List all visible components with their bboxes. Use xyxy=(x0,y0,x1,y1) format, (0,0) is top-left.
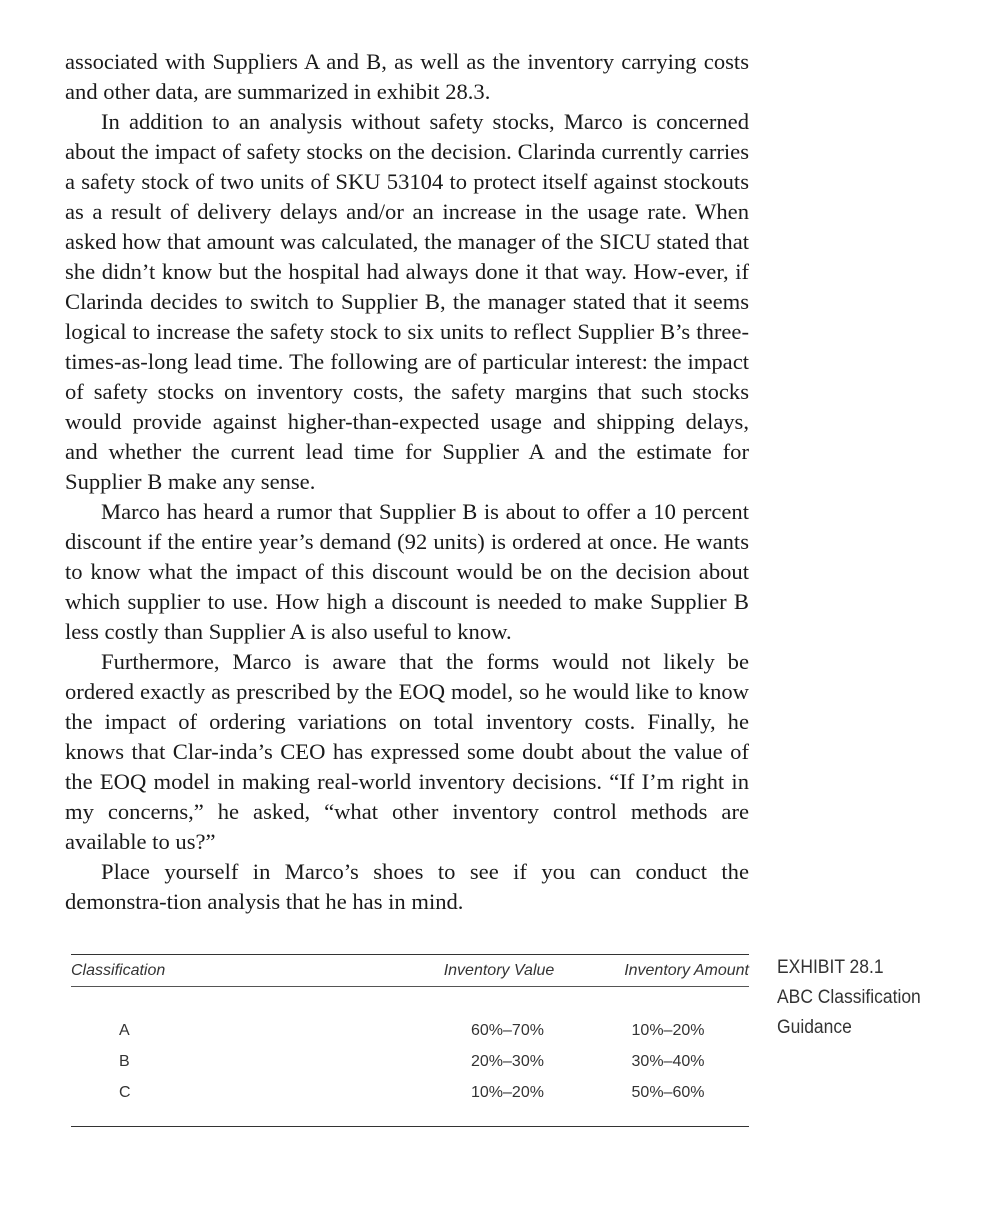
table-header-row xyxy=(71,955,749,986)
header-classification: Classification xyxy=(71,961,166,979)
cell-inventory-amount: 10%–20% xyxy=(631,1021,705,1039)
paragraph-eoq: Furthermore, Marco is aware that the forms would not likely be ordered exactly as prescribed by the EOQ model, so he would like to know the impact of ordering variations on total inventory costs. Finally, he knows that Clar-inda’s CEO has expressed some doubt about the value of the EOQ model in making real-world inventory decisions. “If I’m right in my concerns,” he asked, “what other inventory control methods are available to us?” xyxy=(65,649,749,854)
abc-classification-table xyxy=(71,954,749,1127)
exhibit-title-line2: Guidance xyxy=(777,1017,852,1038)
table-bottom-rule xyxy=(71,1126,749,1127)
paragraph-safety-stocks: In addition to an analysis without safety stocks, Marco is concerned about the impact of safety stocks on the decision. Clarinda currently carries a safety stock of two units of SKU 53104 to protect itself against stockouts as a result of delivery delays and/or an increase in the usage rate. When asked how that amount was calculated, the manager of the SICU stated that she didn’t know but the hospital had always done it that way. How-ever, if Clarinda decides to switch to Supplier B, the manager stated that it seems logical to increase the safety stock to six units to reflect Supplier B’s three-times-as-long lead time. The following are of particular interest: the impact of safety stocks on inventory costs, the safety margins that such stocks would provide against higher-than-expected usage and shipping delays, and whether the current lead time for Supplier A and the estimate for Supplier B make any sense. xyxy=(65,109,749,494)
cell-classification: C xyxy=(119,1083,131,1101)
header-inventory-value: Inventory Value xyxy=(443,961,555,979)
table-row xyxy=(71,1046,749,1077)
cell-inventory-value: 10%–20% xyxy=(471,1083,544,1101)
cell-inventory-amount: 30%–40% xyxy=(631,1052,705,1070)
exhibit-label: EXHIBIT 28.1 xyxy=(777,957,884,978)
exhibit-title-line1: ABC Classification xyxy=(777,987,921,1008)
header-inventory-amount: Inventory Amount xyxy=(624,961,749,979)
table-row xyxy=(71,1015,749,1046)
exhibit-caption xyxy=(777,953,961,1043)
cell-classification: B xyxy=(119,1052,130,1070)
cell-inventory-value: 60%–70% xyxy=(471,1021,544,1039)
paragraph-discount: Marco has heard a rumor that Supplier B is about to offer a 10 percent discount if the entire year’s demand (92 units) is ordered at once. He wants to know what the impact of this discount would be on the decision about which supplier to use. How high a discount is needed to make Supplier B less costly than Supplier A is also useful to know. xyxy=(65,499,749,644)
body-text xyxy=(65,47,749,917)
cell-inventory-amount: 50%–60% xyxy=(631,1083,705,1101)
paragraph-continued: associated with Suppliers A and B, as well as the inventory carrying costs and other data, are summarized in exhibit 28.3. xyxy=(65,49,749,104)
table-body xyxy=(71,987,749,1126)
cell-classification: A xyxy=(119,1021,130,1039)
cell-inventory-value: 20%–30% xyxy=(471,1052,544,1070)
table-row xyxy=(71,1077,749,1108)
paragraph-conclusion: Place yourself in Marco’s shoes to see if you can conduct the demonstra-tion analysis that he has in mind. xyxy=(65,859,749,914)
